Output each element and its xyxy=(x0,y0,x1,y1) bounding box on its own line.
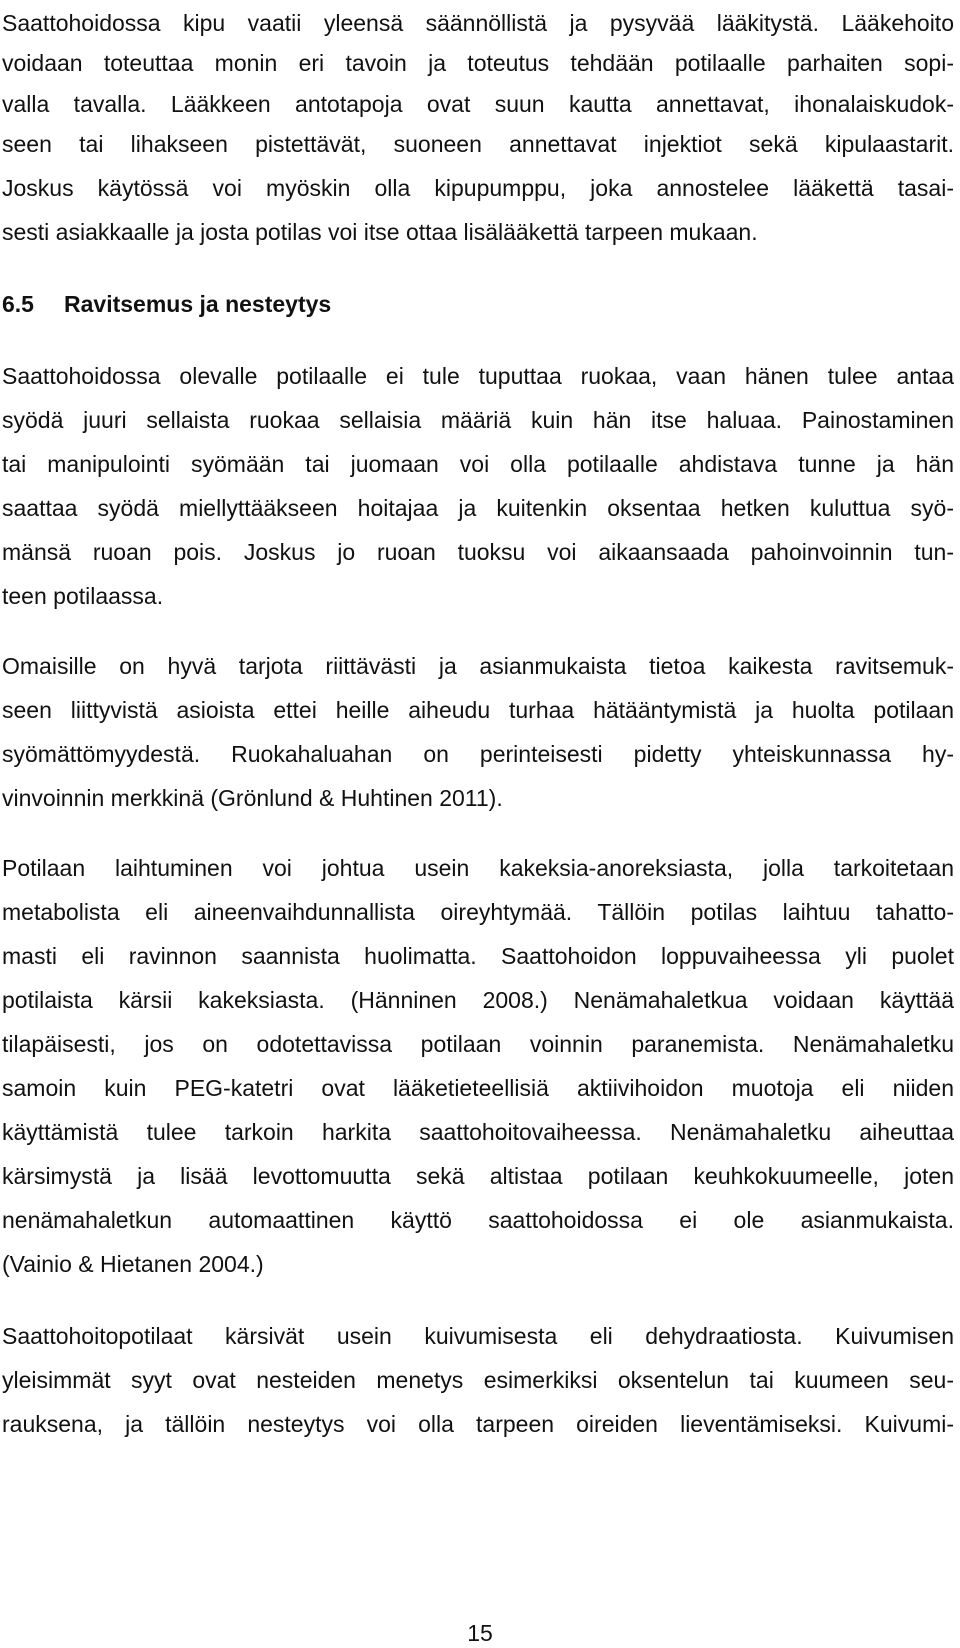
section-title: Ravitsemus ja nesteytys xyxy=(64,291,332,317)
text-line: käyttämistä tulee tarkoin harkita saattohoitovaiheessa. Nenämahaletku aiheuttaa xyxy=(2,1119,954,1145)
text-line: seen liittyvistä asioista ettei heille aiheudu turhaa hätääntymistä ja huolta potilaan xyxy=(2,697,954,723)
text-line: teen potilaassa. xyxy=(2,583,164,609)
text-line: nenämahaletkun automaattinen käyttö saattohoidossa ei ole asianmukaista. xyxy=(2,1207,954,1233)
section-number: 6.5 xyxy=(2,291,34,317)
text-line: metabolista eli aineenvaihdunnallista oireyhtymää. Tällöin potilas laihtuu tahatto- xyxy=(2,899,954,925)
text-line: sesti asiakkaalle ja josta potilas voi itse ottaa lisälääkettä tarpeen mukaan. xyxy=(2,219,758,245)
text-line: kärsimystä ja lisää levottomuutta sekä altistaa potilaan keuhkokuumeelle, joten xyxy=(2,1163,954,1189)
text-line: mänsä ruoan pois. Joskus jo ruoan tuoksu voi aikaansaada pahoinvoinnin tun- xyxy=(2,539,954,565)
text-line: Potilaan laihtuminen voi johtua usein kakeksia-anoreksiasta, jolla tarkoitetaan xyxy=(2,855,954,881)
text-line: Joskus käytössä voi myöskin olla kipupumppu, joka annostelee lääkettä tasai- xyxy=(2,175,954,201)
text-line: vinvoinnin merkkinä (Grönlund & Huhtinen 2011). xyxy=(2,785,503,811)
text-line: rauksena, ja tällöin nesteytys voi olla tarpeen oireiden lieventämiseksi. Kuivumi- xyxy=(2,1411,954,1437)
page-number: 15 xyxy=(467,1620,493,1646)
text-line: syömättömyydestä. Ruokahaluahan on perinteisesti pidetty yhteiskunnassa hy- xyxy=(2,741,954,767)
text-line: seen tai lihakseen pistettävät, suoneen annettavat injektiot sekä kipulaastarit. xyxy=(2,131,954,157)
section-heading xyxy=(2,281,331,327)
text-line: tai manipulointi syömään tai juomaan voi olla potilaalle ahdistava tunne ja hän xyxy=(2,451,954,477)
text-line: voidaan toteuttaa monin eri tavoin ja toteutus tehdään potilaalle parhaiten sopi- xyxy=(2,50,954,76)
text-line: valla tavalla. Lääkkeen antotapoja ovat suun kautta annettavat, ihonalaiskudok- xyxy=(2,91,954,117)
text-line: saattaa syödä miellyttääkseen hoitajaa ja kuitenkin oksentaa hetken kuluttua syö- xyxy=(2,495,954,521)
text-line: yleisimmät syyt ovat nesteiden menetys esimerkiksi oksentelun tai kuumeen seu- xyxy=(2,1367,954,1393)
text-line: masti eli ravinnon saannista huolimatta. Saattohoidon loppuvaiheessa yli puolet xyxy=(2,943,954,969)
text-line: Omaisille on hyvä tarjota riittävästi ja asianmukaista tietoa kaikesta ravitsemuk- xyxy=(2,653,954,679)
text-line: Saattohoidossa olevalle potilaalle ei tule tuputtaa ruokaa, vaan hänen tulee antaa xyxy=(2,363,954,389)
text-line: (Vainio & Hietanen 2004.) xyxy=(2,1251,264,1277)
text-line: Saattohoitopotilaat kärsivät usein kuivumisesta eli dehydraatiosta. Kuivumisen xyxy=(2,1323,954,1349)
text-line: syödä juuri sellaista ruokaa sellaisia määriä kuin hän itse haluaa. Painostaminen xyxy=(2,407,954,433)
text-line: Saattohoidossa kipu vaatii yleensä säännöllistä ja pysyvää lääkitystä. Lääkehoito xyxy=(2,10,954,36)
text-line: potilaista kärsii kakeksiasta. (Hänninen 2008.) Nenämahaletkua voidaan käyttää xyxy=(2,987,954,1013)
text-line: tilapäisesti, jos on odotettavissa potilaan voinnin paranemista. Nenämahaletku xyxy=(2,1031,954,1057)
text-line: samoin kuin PEG-katetri ovat lääketieteellisiä aktiivihoidon muotoja eli niiden xyxy=(2,1075,954,1101)
